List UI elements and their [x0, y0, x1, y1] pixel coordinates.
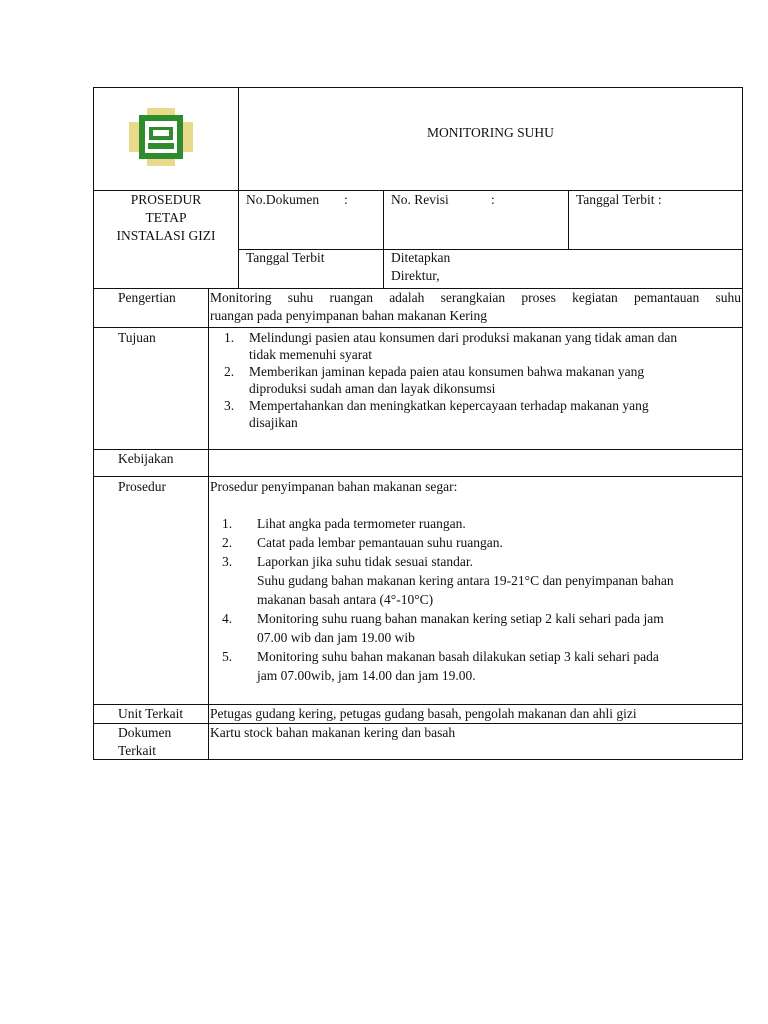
prosedur-item-line2: Suhu gudang bahan makanan kering antara 19-21°C dan penyimpanan bahan [257, 573, 674, 588]
body-border-bottom [93, 759, 743, 760]
header-border-top [93, 87, 743, 88]
body-row-line-2 [93, 449, 743, 450]
header-divider-v3 [568, 190, 569, 250]
header-divider-v2 [383, 190, 384, 288]
unit-label-line3: INSTALASI GIZI [116, 228, 216, 243]
no-revisi-colon: : [491, 192, 495, 207]
direktur-label: Direktur, [391, 268, 440, 283]
unit-terkait-label: Unit Terkait [118, 706, 184, 721]
tujuan-item-line1: Melindungi pasien atau konsumen dari produksi makanan yang tidak aman dan [249, 330, 678, 345]
prosedur-item-line1: Monitoring suhu ruang bahan manakan kering setiap 2 kali sehari pada jam [257, 611, 664, 626]
header-border-left [93, 87, 94, 288]
tanggal-terbit-top-label: Tanggal Terbit : [576, 192, 662, 207]
tujuan-item-line2: tidak memenuhi syarat [249, 347, 372, 362]
tujuan-item [224, 397, 742, 431]
dokumen-terkait-label-line2: Terkait [118, 743, 157, 758]
ditetapkan-label: Ditetapkan [391, 250, 451, 265]
tujuan-item [224, 329, 742, 363]
prosedur-item-line1: Laporkan jika suhu tidak sesuai standar. [257, 554, 473, 569]
pengertian-line2: ruangan pada penyimpanan bahan makanan Kering [210, 308, 488, 323]
prosedur-intro: Prosedur penyimpanan bahan makanan segar: [210, 479, 458, 494]
prosedur-item [222, 552, 742, 609]
pengertian-label: Pengertian [118, 290, 176, 305]
unit-label [94, 191, 238, 245]
tanggal-terbit-label: Tanggal Terbit [246, 250, 325, 265]
tujuan-item-number: 1. [224, 330, 235, 345]
prosedur-item-number: 2. [222, 535, 233, 550]
header-border-right [742, 87, 743, 288]
no-revisi-label: No. Revisi [391, 192, 449, 207]
tujuan-item-number: 2. [224, 364, 235, 379]
tujuan-item-line2: diproduksi sudah aman dan layak dikonsumsi [249, 381, 496, 396]
tujuan-item-line1: Memberikan jaminan kepada paien atau konsumen bahwa makanan yang [249, 364, 645, 379]
prosedur-label: Prosedur [118, 479, 166, 494]
prosedur-item-number: 5. [222, 649, 233, 664]
prosedur-item-number: 3. [222, 554, 233, 569]
pengertian-line1: Monitoring suhu ruangan adalah serangkaian proses kegiatan pemantauan suhu [210, 290, 741, 305]
unit-terkait-text: Petugas gudang kering, petugas gudang basah, pengolah makanan dan ahli gizi [210, 706, 637, 721]
prosedur-item [222, 609, 742, 647]
kebijakan-label: Kebijakan [118, 451, 174, 466]
prosedur-item-line1: Catat pada lembar pemantauan suhu ruangan. [257, 535, 503, 550]
body-row-line-1 [93, 327, 743, 328]
prosedur-item [222, 533, 742, 552]
prosedur-item-number: 4. [222, 611, 233, 626]
tujuan-item-line1: Mempertahankan dan meningkatkan kepercayaan terhadap makanan yang [249, 398, 649, 413]
dokumen-terkait-label [118, 724, 171, 760]
prosedur-item-line1: Lihat angka pada termometer ruangan. [257, 516, 466, 531]
prosedur-item-line1: Monitoring suhu bahan makanan basah dilakukan setiap 3 kali sehari pada [257, 649, 659, 664]
prosedur-item-line2: jam 07.00wib, jam 14.00 dan jam 19.00. [257, 668, 476, 683]
dokumen-terkait-label-line1: Dokumen [118, 725, 172, 740]
unit-label-line2: TETAP [145, 210, 187, 225]
prosedur-item-line2: 07.00 wib dan jam 19.00 wib [257, 630, 415, 645]
prosedur-item [222, 647, 742, 685]
body-divider-v [208, 288, 209, 760]
prosedur-item [222, 514, 742, 533]
tujuan-item [224, 363, 742, 397]
no-dokumen-colon: : [344, 192, 348, 207]
header-divider-v1 [238, 87, 239, 288]
document-title: MONITORING SUHU [427, 125, 554, 140]
prosedur-item-line3: makanan basah antara (4°-10°C) [257, 592, 434, 607]
no-dokumen-label: No.Dokumen [246, 192, 320, 207]
prosedur-item-number: 1. [222, 516, 233, 531]
ditetapkan-block [391, 249, 450, 285]
hospital-logo-icon [126, 107, 196, 167]
unit-label-line1: PROSEDUR [130, 192, 202, 207]
body-border-left [93, 288, 94, 760]
body-border-right [742, 288, 743, 760]
prosedur-list [222, 514, 742, 685]
tujuan-item-line2: disajikan [249, 415, 298, 430]
dokumen-terkait-text: Kartu stock bahan makanan kering dan basah [210, 725, 456, 740]
tujuan-list [224, 329, 742, 431]
tujuan-item-number: 3. [224, 398, 235, 413]
pengertian-text [210, 289, 741, 325]
tujuan-label: Tujuan [118, 330, 156, 345]
body-row-line-3 [93, 476, 743, 477]
